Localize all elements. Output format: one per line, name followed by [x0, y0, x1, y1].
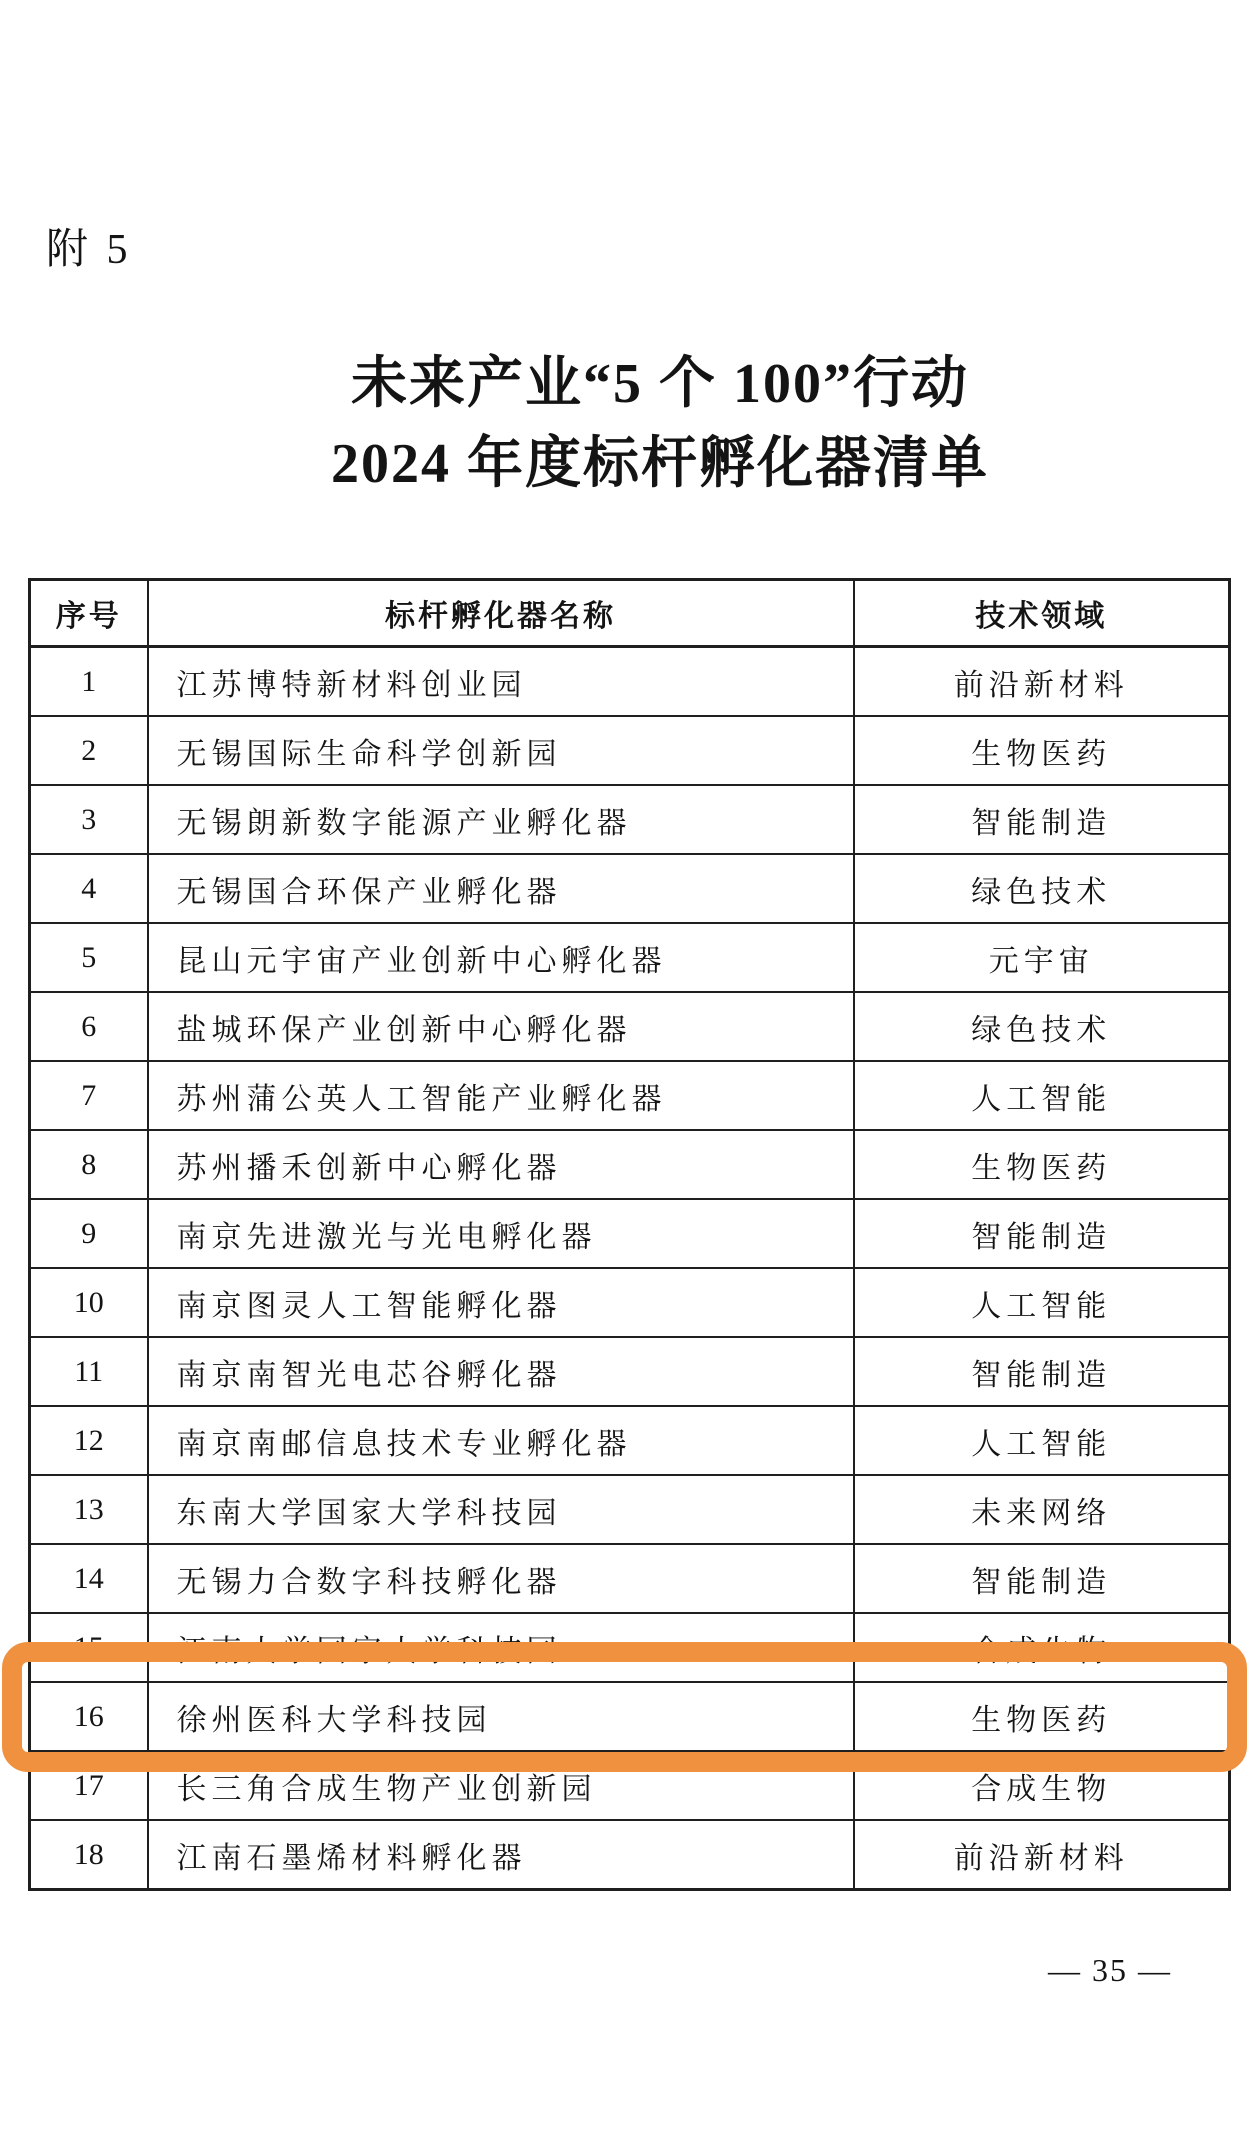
incubator-name-cell: 昆山元宇宙产业创新中心孵化器 — [148, 923, 854, 992]
table-row — [30, 1268, 1230, 1337]
tech-field-cell: 人工智能 — [854, 1061, 1230, 1130]
attachment-label: 附 5 — [46, 227, 132, 273]
header-cell-field: 技术领域 — [854, 580, 1230, 647]
tech-field-cell: 未来网络 — [854, 1475, 1230, 1544]
incubator-table — [28, 578, 1231, 1891]
row-index-cell: 2 — [30, 716, 148, 785]
document-title-line-1: 未来产业“5 个 100”行动 — [351, 353, 969, 415]
row-index-cell: 5 — [30, 923, 148, 992]
incubator-name-cell: 南京先进激光与光电孵化器 — [148, 1199, 854, 1268]
incubator-name-cell: 无锡国际生命科学创新园 — [148, 716, 854, 785]
table-row — [30, 1199, 1230, 1268]
incubator-name-cell: 南京图灵人工智能孵化器 — [148, 1268, 854, 1337]
incubator-name-cell: 南京南邮信息技术专业孵化器 — [148, 1406, 854, 1475]
tech-field-cell: 元宇宙 — [854, 923, 1230, 992]
incubator-name-cell: 无锡朗新数字能源产业孵化器 — [148, 785, 854, 854]
tech-field-cell: 前沿新材料 — [854, 1820, 1230, 1890]
tech-field-cell: 智能制造 — [854, 785, 1230, 854]
incubator-name-cell: 江南石墨烯材料孵化器 — [148, 1820, 854, 1890]
table-row — [30, 992, 1230, 1061]
table-row — [30, 1475, 1230, 1544]
incubator-name-cell: 长三角合成生物产业创新园 — [148, 1751, 854, 1820]
table-row — [30, 1544, 1230, 1613]
incubator-name-cell: 江南大学国家大学科技园 — [148, 1613, 854, 1682]
tech-field-cell: 智能制造 — [854, 1199, 1230, 1268]
document-title-line-2: 2024 年度标杆孵化器清单 — [331, 433, 989, 495]
tech-field-cell: 智能制造 — [854, 1544, 1230, 1613]
row-index-cell: 18 — [30, 1820, 148, 1890]
tech-field-cell: 人工智能 — [854, 1268, 1230, 1337]
table-header-row — [30, 580, 1230, 647]
tech-field-cell: 绿色技术 — [854, 854, 1230, 923]
incubator-name-cell: 无锡力合数字科技孵化器 — [148, 1544, 854, 1613]
row-index-cell: 10 — [30, 1268, 148, 1337]
row-index-cell: 7 — [30, 1061, 148, 1130]
header-cell-name: 标杆孵化器名称 — [148, 580, 854, 647]
row-index-cell: 4 — [30, 854, 148, 923]
table-row — [30, 647, 1230, 717]
table-row — [30, 923, 1230, 992]
incubator-name-cell: 江苏博特新材料创业园 — [148, 647, 854, 717]
table-row — [30, 1406, 1230, 1475]
tech-field-cell: 生物医药 — [854, 716, 1230, 785]
table-row — [30, 716, 1230, 785]
header-cell-index: 序号 — [30, 580, 148, 647]
table-row — [30, 1130, 1230, 1199]
tech-field-cell: 智能制造 — [854, 1337, 1230, 1406]
incubator-name-cell: 东南大学国家大学科技园 — [148, 1475, 854, 1544]
row-index-cell: 17 — [30, 1751, 148, 1820]
tech-field-cell: 生物医药 — [854, 1682, 1230, 1751]
row-index-cell: 16 — [30, 1682, 148, 1751]
row-index-cell: 12 — [30, 1406, 148, 1475]
row-index-cell: 6 — [30, 992, 148, 1061]
table-row — [30, 1613, 1230, 1682]
incubator-name-cell: 苏州播禾创新中心孵化器 — [148, 1130, 854, 1199]
incubator-name-cell: 无锡国合环保产业孵化器 — [148, 854, 854, 923]
table-row — [30, 1820, 1230, 1890]
table-row-highlighted — [30, 1682, 1230, 1751]
tech-field-cell: 前沿新材料 — [854, 647, 1230, 717]
tech-field-cell: 绿色技术 — [854, 992, 1230, 1061]
row-index-cell: 9 — [30, 1199, 148, 1268]
row-index-cell: 15 — [30, 1613, 148, 1682]
incubator-name-cell: 徐州医科大学科技园 — [148, 1682, 854, 1751]
row-index-cell: 14 — [30, 1544, 148, 1613]
table-row — [30, 785, 1230, 854]
tech-field-cell: 生物医药 — [854, 1130, 1230, 1199]
row-index-cell: 1 — [30, 647, 148, 717]
incubator-name-cell: 苏州蒲公英人工智能产业孵化器 — [148, 1061, 854, 1130]
tech-field-cell: 人工智能 — [854, 1406, 1230, 1475]
table-row — [30, 1061, 1230, 1130]
incubator-name-cell: 南京南智光电芯谷孵化器 — [148, 1337, 854, 1406]
row-index-cell: 13 — [30, 1475, 148, 1544]
page-number: — 35 — — [1048, 1952, 1172, 1988]
incubator-name-cell: 盐城环保产业创新中心孵化器 — [148, 992, 854, 1061]
table-row — [30, 854, 1230, 923]
tech-field-cell: 合成生物 — [854, 1613, 1230, 1682]
row-index-cell: 11 — [30, 1337, 148, 1406]
table-row — [30, 1337, 1230, 1406]
row-index-cell: 3 — [30, 785, 148, 854]
row-index-cell: 8 — [30, 1130, 148, 1199]
table-row — [30, 1751, 1230, 1820]
tech-field-cell: 合成生物 — [854, 1751, 1230, 1820]
document-title — [60, 344, 1260, 504]
